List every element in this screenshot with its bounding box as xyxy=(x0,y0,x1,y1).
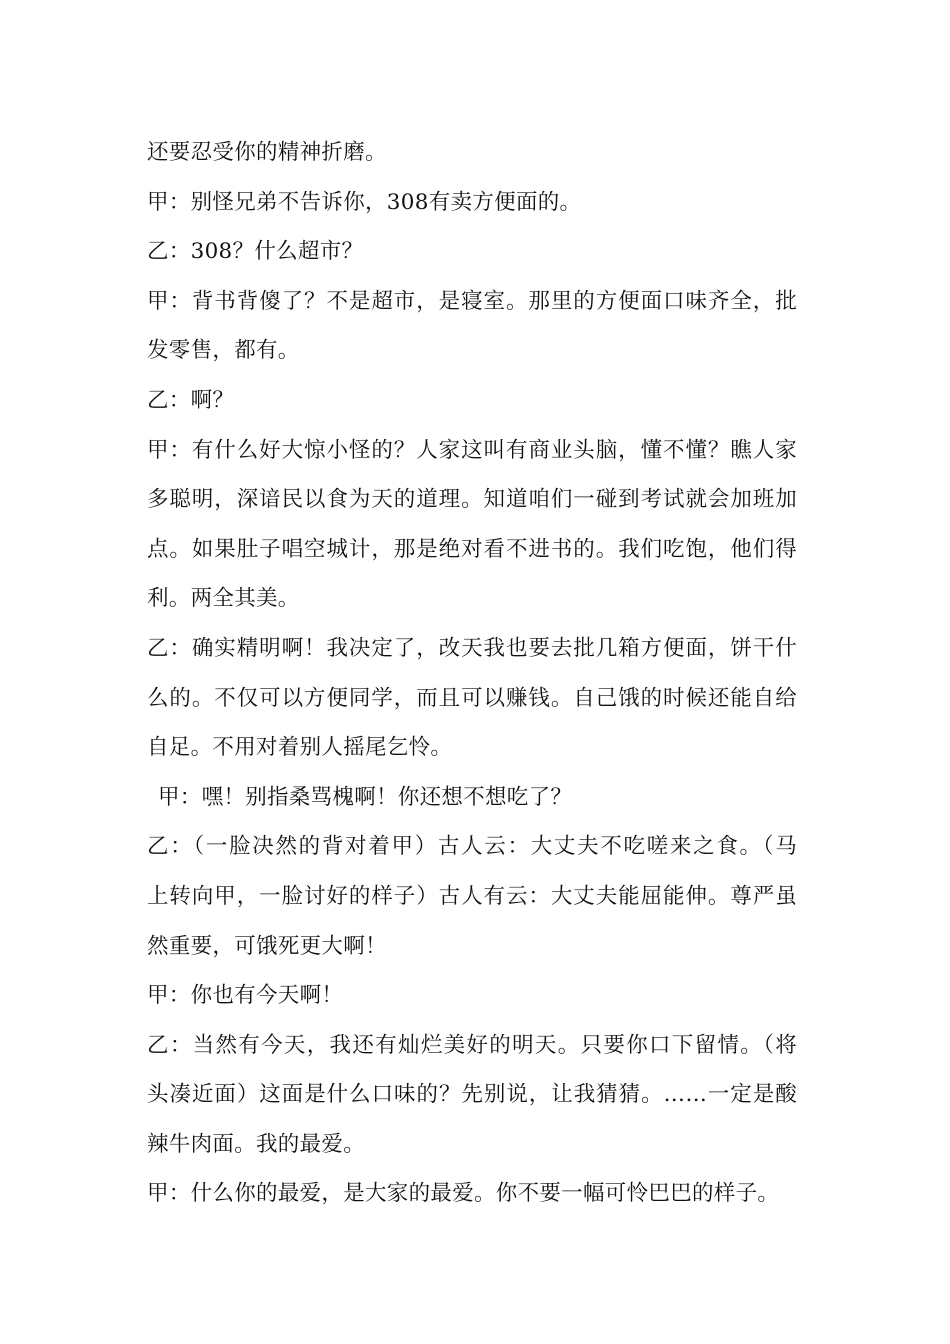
text-line: 利。两全其美。 xyxy=(147,586,300,612)
text-line: 么的。不仅可以方便同学，而且可以赚钱。自己饿的时候还能自给 xyxy=(147,685,797,711)
text-line: 上转向甲，一脸讨好的样子）古人有云：大丈夫能屈能伸。尊严虽 xyxy=(147,883,797,909)
text-line: 点。如果肚子唱空城计，那是绝对看不进书的。我们吃饱，他们得 xyxy=(147,536,797,562)
text-line: 头凑近面）这面是什么口味的？先别说，让我猜猜。……一定是酸 xyxy=(147,1082,797,1108)
text-line: 发零售，都有。 xyxy=(147,338,300,364)
text-line: 自足。不用对着别人摇尾乞怜。 xyxy=(147,735,453,761)
text-line: 甲：背书背傻了？不是超市，是寝室。那里的方便面口味齐全，批 xyxy=(147,288,797,314)
text-line: 乙：308？什么超市？ xyxy=(147,239,364,265)
text-line: 乙：确实精明啊！我决定了，改天我也要去批几箱方便面，饼干什 xyxy=(147,635,797,661)
text-line: 乙：（一脸决然的背对着甲）古人云：大丈夫不吃嗟来之食。（马 xyxy=(147,834,797,860)
text-line: 甲：你也有今天啊！ xyxy=(147,983,344,1009)
text-line: 甲：别怪兄弟不告诉你，308有卖方便面的。 xyxy=(147,189,582,215)
text-line: 乙：啊？ xyxy=(147,387,235,413)
text-line: 甲：有什么好大惊小怪的？人家这叫有商业头脑，懂不懂？瞧人家 xyxy=(147,437,797,463)
text-line: 多聪明，深谙民以食为天的道理。知道咱们一碰到考试就会加班加 xyxy=(147,487,797,513)
text-line: 辣牛肉面。我的最爱。 xyxy=(147,1131,366,1157)
text-line: 还要忍受你的精神折磨。 xyxy=(147,140,387,165)
text-line: 然重要，可饿死更大啊！ xyxy=(147,933,387,959)
text-line: 甲：嘿！别指桑骂槐啊！你还想不想吃了？ xyxy=(158,784,573,810)
text-line: 甲：什么你的最爱，是大家的最爱。你不要一幅可怜巴巴的样子。 xyxy=(147,1181,780,1207)
dialogue-text xyxy=(147,128,797,1219)
text-line: 乙：当然有今天，我还有灿烂美好的明天。只要你口下留情。（将 xyxy=(147,1032,797,1058)
